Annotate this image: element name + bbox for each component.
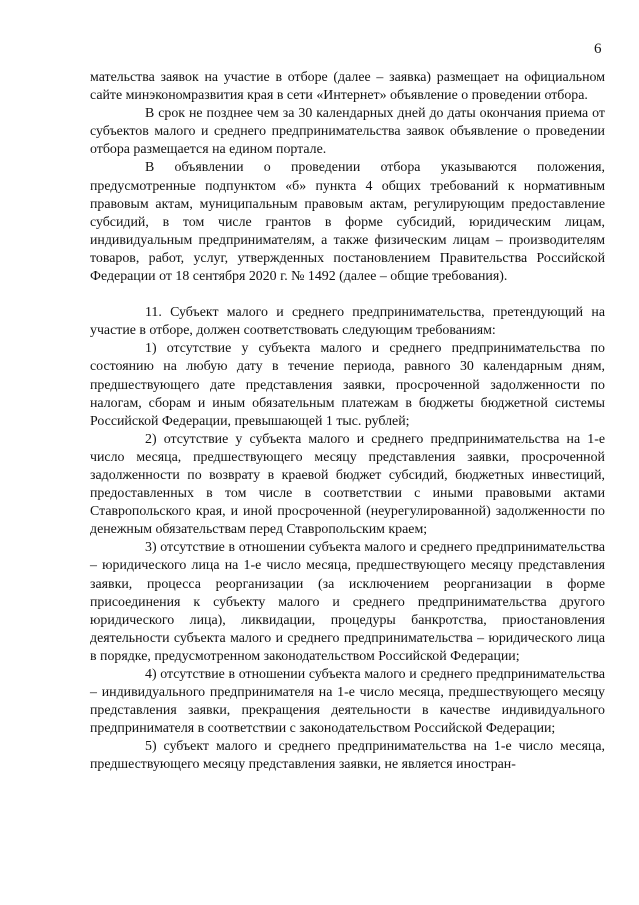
paragraph-gap: [90, 286, 605, 304]
paragraph-continuation: мательства заявок на участие в отборе (далее – заявка) размещает на официальном сайте минэкономразвития края в сети «Интернет» объявление о проведении отбора.: [90, 70, 605, 104]
paragraph-requirement-4: 4) отсутствие в отношении субъекта малого и среднего предпринимательства – индивидуального предпринимателя на 1-е число месяца, предшествующего месяцу представления заявки, прекращения деятельности в качестве индивидуального предпринимателя в соответствии с законодательством Российской Федерации;: [90, 667, 605, 737]
paragraph-requirement-5: 5) субъект малого и среднего предпринимательства на 1-е число месяца, предшествующего месяцу представления заявки, не является иностран-: [90, 739, 605, 773]
page-number: 6: [594, 41, 602, 57]
paragraph-requirement-1: 1) отсутствие у субъекта малого и среднего предпринимательства по состоянию на любую дату в течение периода, равного 30 календарным дням, предшествующего дате представления заявки, просроченной задолженности по налогам, сборам и иным обязательным платежам в бюджеты бюджетной системы Российской Федерации, превышающей 1 тыс. рублей;: [90, 341, 605, 429]
paragraph-deadline: В срок не позднее чем за 30 календарных дней до даты окончания приема от субъектов малого и среднего предпринимательства заявок объявление о проведении отбора размещается на едином портале.: [90, 106, 605, 158]
paragraph-announcement-content: В объявлении о проведении отбора указываются положения, предусмотренные подпунктом «б» пункта 4 общих требований к нормативным правовым актам, муниципальным правовым актам, регулирующим предоставление субсидий, в том числе грантов в форме субсидий, юридическим лицам, индивидуальным предпринимателям, а также физическим лицам – производителям товаров, работ, услуг, утвержденных постановлением Правительства Российской Федерации от 18 сентября 2020 г. № 1492 (далее – общие требования).: [90, 160, 605, 285]
document-body: [90, 69, 605, 775]
paragraph-requirement-3: 3) отсутствие в отношении субъекта малого и среднего предпринимательства – юридического лица на 1-е число месяца, предшествующего месяцу представления заявки, процесса реорганизации (за исключением реорганизации в форме присоединения к субъекту малого и среднего предпринимательства другого юридического лица), ликвидации, процедуры банкротства, приостановления деятельности субъекта малого и среднего предпринимательства – юридического лица в порядке, предусмотренном законодательством Российской Федерации;: [90, 540, 605, 664]
paragraph-requirement-2: 2) отсутствие у субъекта малого и среднего предпринимательства на 1-е число месяца, предшествующего месяцу представления заявки, просроченной задолженности по возврату в краевой бюджет субсидий, бюджетных инвестиций, предоставленных в том числе в соответствии с иными правовыми актами Ставропольского края, и иной просроченной (неурегулированной) задолженности по денежным обязательствам перед Ставропольским краем;: [90, 431, 605, 538]
paragraph-item-11: 11. Субъект малого и среднего предпринимательства, претендующий на участие в отборе, должен соответствовать следующим требованиям:: [90, 305, 605, 339]
